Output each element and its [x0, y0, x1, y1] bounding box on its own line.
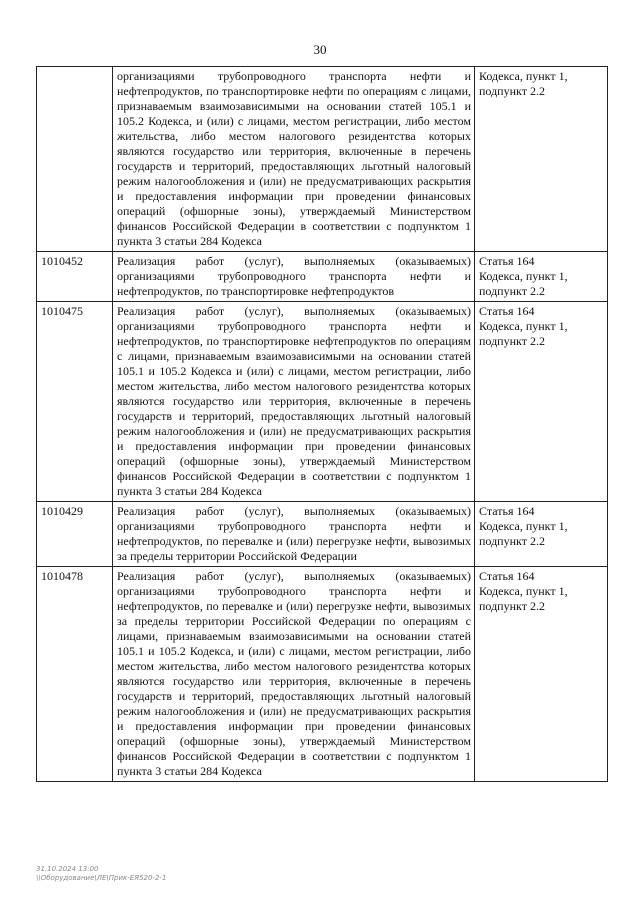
reference-line: Кодекса, пункт 1, [479, 584, 568, 598]
reference-cell [475, 252, 608, 302]
reference-cell [475, 67, 608, 252]
description-cell: Реализация работ (услуг), выполняемых (оказываемых) организациями трубопроводного транспорта нефти и нефтепродуктов, по транспортировке нефтепродуктов по операциям с лицами, признаваемым взаимозависимыми на основании статей 105.1 и 105.2 Кодекса и (или) с лицами, местом регистрации, либо местом жительства, либо местом налогового резидентства которых являются государство или территория, включенные в перечень государств и территорий, предоставляющих льготный налоговый режим налогообложения и (или) не предусматривающих раскрытия и предоставления информации при проведении финансовых операций (офшорные зоны), утверждаемый Министерством финансов Российской Федерации в соответствии с подпунктом 1 пункта 3 статьи 284 Кодекса [113, 302, 475, 502]
stamp-date: 31.10.2024 13:00 [36, 865, 99, 873]
table-row [37, 502, 608, 567]
file-stamp [36, 865, 166, 883]
table-row [37, 67, 608, 252]
table-row [37, 302, 608, 502]
description-cell: Реализация работ (услуг), выполняемых (оказываемых) организациями трубопроводного транспорта нефти и нефтепродуктов, по транспортировке нефтепродуктов [113, 252, 475, 302]
reference-cell [475, 567, 608, 782]
reference-line: подпункт 2.2 [479, 334, 545, 348]
code-cell: 1010478 [37, 567, 113, 782]
reference-line: Статья 164 [479, 254, 535, 268]
codes-table [36, 66, 608, 782]
reference-line: подпункт 2.2 [479, 599, 545, 613]
reference-line: подпункт 2.2 [479, 534, 545, 548]
description-cell: Реализация работ (услуг), выполняемых (оказываемых) организациями трубопроводного транспорта нефти и нефтепродуктов, по перевалке и (или) перегрузке нефти, вывозимых за пределы территории Российской Федерации [113, 502, 475, 567]
code-cell [37, 67, 113, 252]
stamp-file-path: \\Оборудование\ЛЕ\Прик-ЕЯ520-2-1 [36, 874, 167, 882]
code-cell: 1010429 [37, 502, 113, 567]
reference-line: Кодекса, пункт 1, [479, 269, 568, 283]
page-number: 30 [313, 42, 327, 57]
reference-line: Статья 164 [479, 304, 535, 318]
reference-line: Кодекса, пункт 1, [479, 69, 568, 83]
code-cell: 1010475 [37, 302, 113, 502]
reference-line: Статья 164 [479, 504, 535, 518]
reference-cell [475, 502, 608, 567]
reference-line: подпункт 2.2 [479, 284, 545, 298]
reference-cell [475, 302, 608, 502]
code-cell: 1010452 [37, 252, 113, 302]
reference-line: Статья 164 [479, 569, 535, 583]
reference-line: подпункт 2.2 [479, 84, 545, 98]
description-cell: организациями трубопроводного транспорта нефти и нефтепродуктов, по транспортировке нефти по операциям с лицами, признаваемым взаимозависимыми на основании статей 105.1 и 105.2 Кодекса, и (или) с лицами, местом регистрации, либо местом жительства, либо местом налогового резидентства которых являются государство или территория, включенные в перечень государств и территорий, предоставляющих льготный налоговый режим налогообложения и (или) не предусматривающих раскрытия и предоставления информации при проведении финансовых операций (офшорные зоны), утверждаемый Министерством финансов Российской Федерации в соответствии с подпунктом 1 пункта 3 статьи 284 Кодекса [113, 67, 475, 252]
reference-line: Кодекса, пункт 1, [479, 319, 568, 333]
table-row [37, 252, 608, 302]
description-cell: Реализация работ (услуг), выполняемых (оказываемых) организациями трубопроводного транспорта нефти и нефтепродуктов, по перевалке и (или) перегрузке нефти, вывозимых за пределы территории Российской Федерации по операциям с лицами, признаваемым взаимозависимыми на основании статей 105.1 и 105.2 Кодекса, и (или) с лицами, местом регистрации, либо местом жительства, либо местом налогового резидентства которых являются государство или территория, включенные в перечень государств и территорий, предоставляющих льготный налоговый режим налогообложения и (или) не предусматривающих раскрытия и предоставления информации при проведении финансовых операций (офшорные зоны), утверждаемый Министерством финансов Российской Федерации в соответствии с подпунктом 1 пункта 3 статьи 284 Кодекса [113, 567, 475, 782]
table-row [37, 567, 608, 782]
reference-line: Кодекса, пункт 1, [479, 519, 568, 533]
